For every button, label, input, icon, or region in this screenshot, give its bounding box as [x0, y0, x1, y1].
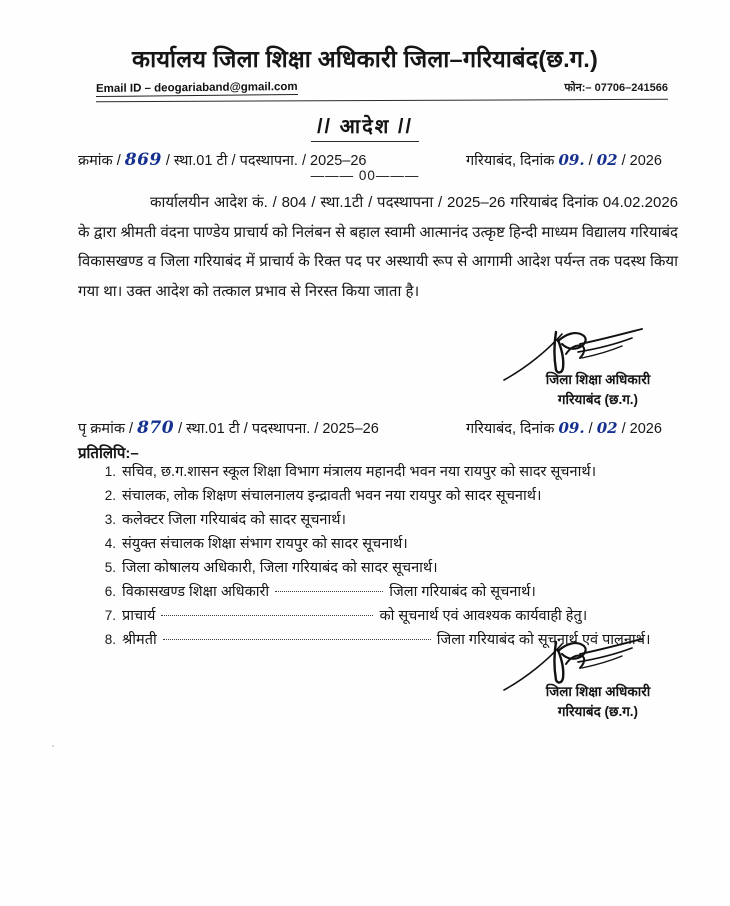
signature-block-top: [498, 370, 698, 410]
list-item-text: कलेक्टर जिला गरियाबंद को सादर सूचनार्थ।: [122, 512, 346, 528]
list-item-number: 6.: [104, 584, 116, 599]
phone-number-label: फोन:– 07706–241566: [564, 82, 668, 94]
fill-in-blank[interactable]: [275, 591, 383, 592]
copy-recipient-list: [96, 461, 718, 653]
date-day-bottom: 09.: [558, 419, 585, 437]
list-item-text: संयुक्त संचालक शिक्षा संभाग रायपुर को सादर सूचनार्थ।: [122, 536, 408, 552]
email-id-label: Email ID – deogariaband@gmail.com: [96, 80, 298, 96]
order-title-wrapper: [0, 112, 730, 142]
fill-in-blank[interactable]: [161, 615, 373, 616]
list-item: [104, 557, 718, 580]
list-item-text: सचिव, छ.ग.शासन स्कूल शिक्षा विभाग मंत्रालय महानदी भवन नया रायपुर को सादर सूचनार्थ।: [122, 464, 597, 480]
date-month-top: 02: [596, 151, 618, 169]
signatory-location-bottom: गरियाबंद (छ.ग.): [557, 704, 639, 719]
date-year-bottom: 2026: [629, 421, 662, 437]
office-title: कार्यालय जिला शिक्षा अधिकारी जिला–गरियाबंद(छ.ग.): [132, 46, 598, 72]
date-separator-1-bottom: /: [588, 421, 593, 437]
order-body-paragraph: [78, 188, 678, 306]
list-item-text-before-blank: प्राचार्य: [122, 608, 160, 624]
order-body-text: कार्यालयीन आदेश कं. / 804 / स्था.1टी / पदस्थापना / 2025–26 गरियाबंद दिनांक 04.02.2026 के द्वारा श्रीमती वंदना पाण्डेय प्राचार्य को निलंबन से बहाल स्वामी आत्मानंद उत्कृष्ट हिन्दी माध्यम विद्यालय गरियाबंद विकासखण्ड व जिला गरियाबंद में प्राचार्य के रिक्त पद पर अस्थायी रूप से आगामी आदेश पर्यन्त तक पदस्थ किया गया था। उक्त आदेश को तत्काल प्रभाव से निरस्त किया जाता है।: [78, 194, 679, 300]
signature-block-bottom: [498, 682, 698, 722]
signatory-designation-bottom: जिला शिक्षा अधिकारी: [545, 684, 651, 699]
order-title: // आदेश //: [311, 112, 419, 142]
date-day-top: 09.: [558, 151, 585, 169]
reference-prefix-top: क्रमांक /: [78, 153, 121, 169]
reference-prefix-bottom: पृ क्रमांक /: [78, 421, 134, 437]
date-separator-2-bottom: /: [621, 421, 626, 437]
fill-in-blank[interactable]: [163, 639, 431, 640]
list-item-text-after-blank: जिला गरियाबंद को सूचनार्थ।: [385, 584, 536, 600]
list-item-text-before-blank: श्रीमती: [122, 632, 161, 648]
copy-section-label: प्रतिलिपि:–: [78, 445, 139, 462]
list-item-number: 8.: [104, 632, 116, 647]
list-item-number: 1.: [104, 464, 116, 479]
signatory-designation-top: जिला शिक्षा अधिकारी: [545, 372, 651, 387]
date-month-bottom: 02: [596, 419, 618, 437]
list-item-number: 5.: [104, 560, 116, 575]
ornamental-separator: ——— 00———: [310, 168, 420, 183]
list-item: [104, 485, 718, 508]
scan-artifact: [52, 745, 54, 747]
list-item: [104, 629, 718, 652]
place-prefix-top: गरियाबंद, दिनांक: [466, 153, 555, 169]
list-item-text: संचालक, लोक शिक्षण संचालनालय इन्द्रावती भवन नया रायपुर को सादर सूचनार्थ।: [122, 488, 542, 504]
list-item-text-before-blank: विकासखण्ड शिक्षा अधिकारी: [122, 584, 274, 600]
reference-suffix-bottom: / स्था.01 टी / पदस्थापना. / 2025–26: [178, 421, 379, 437]
list-item-text-after-blank: जिला गरियाबंद को सूचनार्थ एवं पालनार्थ।: [432, 632, 651, 648]
list-item: [104, 581, 718, 604]
signatory-location-top: गरियाबंद (छ.ग.): [557, 392, 639, 407]
place-date-line-top: [466, 150, 662, 170]
reference-number-top: 869: [124, 150, 162, 170]
contact-row: [96, 82, 668, 100]
place-date-line-bottom: [466, 418, 662, 438]
list-item-number: 2.: [104, 488, 116, 503]
reference-suffix-top: / स्था.01 टी / पदस्थापना. / 2025–26: [165, 153, 367, 169]
list-item-number: 7.: [104, 608, 116, 623]
reference-number-line-bottom: [78, 418, 379, 438]
list-item-number: 3.: [104, 512, 116, 527]
list-item: [104, 533, 718, 556]
date-year-top: 2026: [629, 153, 662, 169]
list-item: [104, 461, 718, 484]
list-item: [104, 605, 718, 628]
list-item-text: जिला कोषालय अधिकारी, जिला गरियाबंद को सादर सूचनार्थ।: [122, 560, 438, 576]
list-item-number: 4.: [104, 536, 116, 551]
list-item: [104, 509, 718, 532]
letterhead: [0, 42, 730, 74]
place-prefix-bottom: गरियाबंद, दिनांक: [466, 421, 555, 437]
date-separator-1-top: /: [588, 153, 593, 169]
list-item-text-after-blank: को सूचनार्थ एवं आवश्यक कार्यवाही हेतु।: [375, 608, 588, 624]
date-separator-2-top: /: [621, 153, 626, 169]
reference-number-bottom: 870: [137, 418, 175, 438]
reference-number-line-top: [78, 150, 367, 170]
